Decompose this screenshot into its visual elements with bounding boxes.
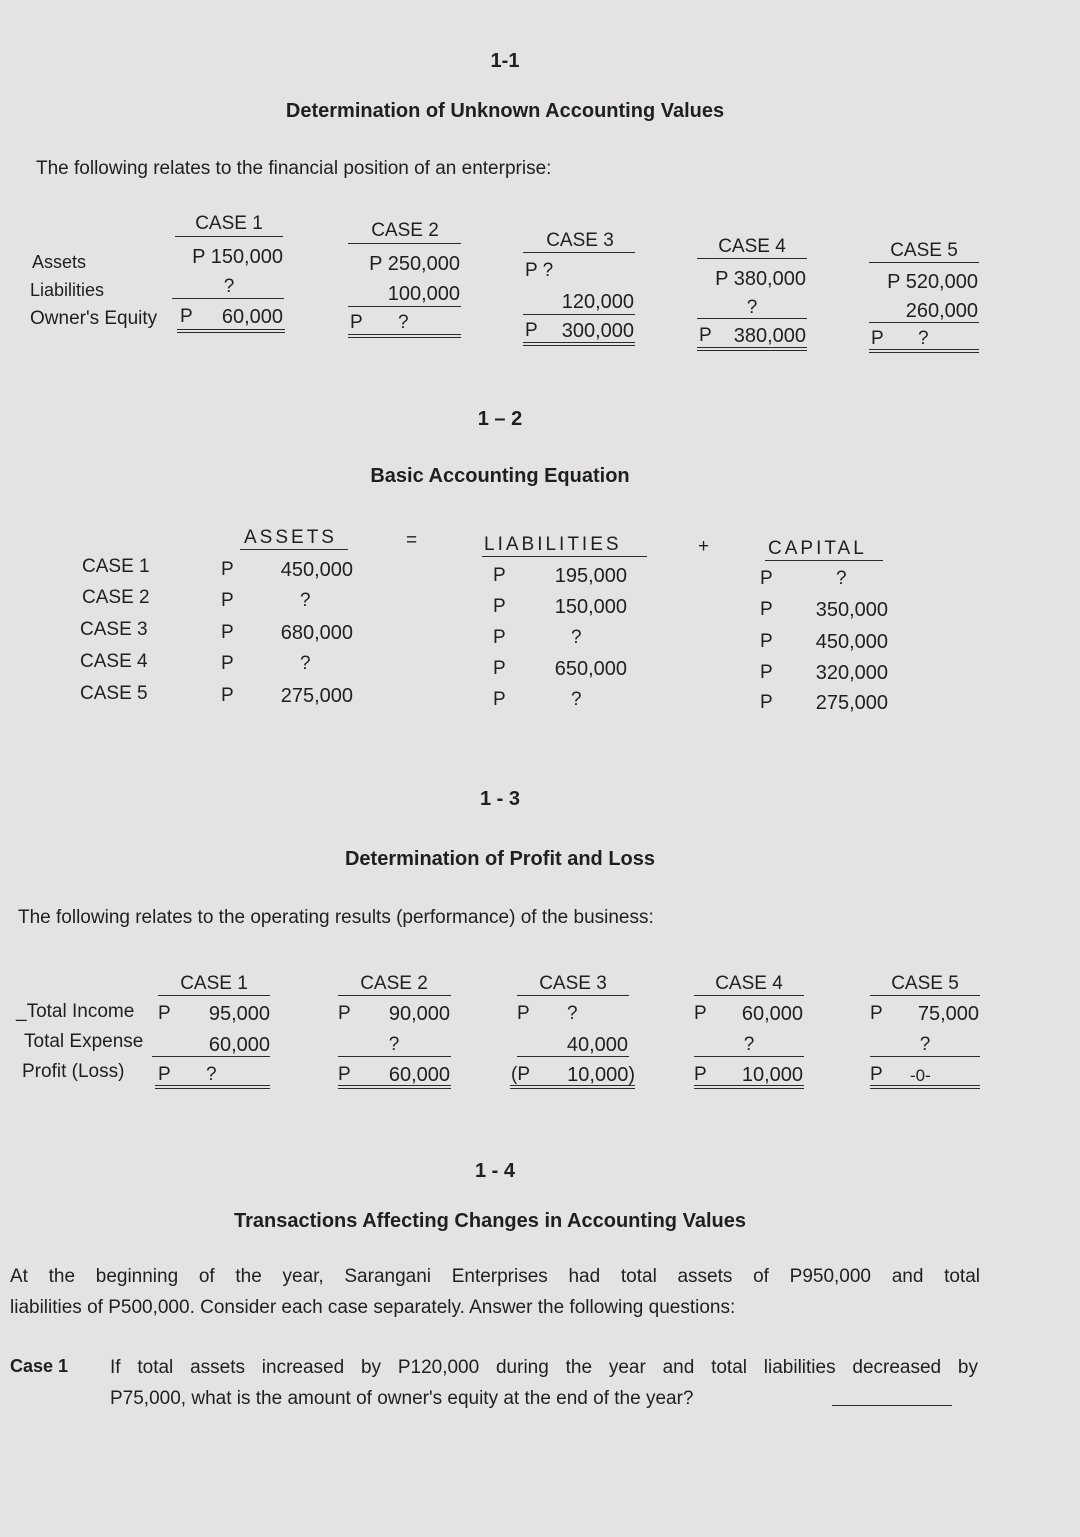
cell-equity-p: P <box>525 320 538 341</box>
cell-liabilities: ? <box>571 689 582 710</box>
p-sign: P <box>870 1064 883 1085</box>
cell-equity-p: P <box>699 325 712 346</box>
section-title: Basic Accounting Equation <box>370 465 630 487</box>
cell-assets: P 150,000 <box>192 246 283 268</box>
cell-expense: 60,000 <box>208 1034 270 1056</box>
intro-text: The following relates to the financial position of an enterprise: <box>36 158 552 179</box>
p-sign: P <box>221 559 234 580</box>
cell-liabilities: ? <box>223 276 235 297</box>
case-label: CASE 5 <box>80 683 148 704</box>
cell-liabilities: ? <box>746 297 758 318</box>
p-sign: P <box>760 692 773 713</box>
case-question-line-2: P75,000, what is the amount of owner's equity at the end of the year? <box>110 1388 694 1409</box>
row-label-assets: Assets <box>32 252 87 272</box>
p-sign: P <box>221 590 234 611</box>
case-header: CASE 5 <box>891 973 959 994</box>
cell-capital: ? <box>836 568 847 589</box>
p-sign: P <box>694 1003 707 1024</box>
cell-assets: ? <box>300 590 311 611</box>
section-number: 1-1 <box>490 50 520 72</box>
cell-assets: 680,000 <box>280 622 353 644</box>
cell-liabilities: 120,000 <box>561 291 634 313</box>
cell-assets: P 250,000 <box>369 253 460 275</box>
cell-income: 75,000 <box>917 1003 979 1025</box>
cell-equity-p: P <box>180 306 193 327</box>
cell-profit: -0- <box>910 1066 931 1085</box>
cell-liabilities: 650,000 <box>554 658 627 680</box>
p-sign: P <box>760 662 773 683</box>
p-sign: P <box>221 685 234 706</box>
case-label: CASE 2 <box>82 587 150 608</box>
cell-equity: ? <box>398 312 409 333</box>
case-header: CASE 3 <box>539 973 607 994</box>
case-header: CASE 1 <box>180 973 248 994</box>
case-question-line-1: If total assets increased by P120,000 during the year and total liabilities decreased by <box>110 1357 978 1378</box>
cell-assets: P 380,000 <box>715 268 806 290</box>
cell-profit: 10,000) <box>567 1064 635 1086</box>
section-number: 1 - 3 <box>479 788 521 810</box>
cell-income: 90,000 <box>388 1003 450 1025</box>
section-number: 1 - 4 <box>474 1160 516 1182</box>
cell-assets: P 520,000 <box>887 271 978 293</box>
p-sign: P <box>338 1064 351 1085</box>
p-sign: P <box>493 658 506 679</box>
case-header: CASE 2 <box>371 220 439 241</box>
cell-liabilities: 195,000 <box>554 565 627 587</box>
header-liabilities: LIABILITIES <box>484 534 622 555</box>
cell-assets: 275,000 <box>280 685 353 707</box>
cell-profit: 60,000 <box>388 1064 450 1086</box>
row-label-income-text: Total Income <box>26 1001 135 1022</box>
p-sign: P <box>760 599 773 620</box>
equals-sign: = <box>406 530 418 551</box>
cell-equity: 60,000 <box>221 306 283 328</box>
cell-expense: 40,000 <box>566 1034 628 1056</box>
cell-assets: 450,000 <box>280 559 353 581</box>
intro-line-2: liabilities of P500,000. Consider each case separately. Answer the following questions: <box>10 1297 736 1318</box>
cell-profit: 10,000 <box>741 1064 803 1086</box>
p-sign: P <box>493 689 506 710</box>
intro-text: The following relates to the operating results (performance) of the business: <box>18 907 654 928</box>
case-header: CASE 5 <box>890 240 958 261</box>
case-header: CASE 1 <box>195 213 263 234</box>
cell-expense: ? <box>388 1034 400 1055</box>
cell-liabilities: ? <box>571 627 582 648</box>
row-label-equity: Owner's Equity <box>30 308 158 329</box>
cell-liabilities: 100,000 <box>387 283 460 305</box>
p-sign: P <box>493 596 506 617</box>
case-header: CASE 4 <box>718 236 786 257</box>
cell-expense: ? <box>743 1034 755 1055</box>
case-header: CASE 4 <box>715 973 783 994</box>
p-sign: (P <box>511 1064 530 1085</box>
header-assets: ASSETS <box>244 527 337 548</box>
p-sign: P <box>517 1003 530 1024</box>
cell-equity: ? <box>918 328 929 349</box>
section-title: Determination of Unknown Accounting Values <box>285 100 725 122</box>
cell-income: 95,000 <box>208 1003 270 1025</box>
p-sign: P <box>158 1003 171 1024</box>
cell-liabilities: 150,000 <box>554 596 627 618</box>
intro-line-1: At the beginning of the year, Sarangani Enterprises had total assets of P950,000 and total <box>10 1266 980 1287</box>
cell-expense: ? <box>919 1034 931 1055</box>
row-label-income: _Total Income <box>16 1001 135 1022</box>
cell-assets: ? <box>300 653 311 674</box>
cell-profit: ? <box>206 1064 217 1085</box>
cell-capital: 350,000 <box>815 599 888 621</box>
p-sign: P <box>760 631 773 652</box>
p-sign: P <box>221 622 234 643</box>
cell-equity-p: P <box>350 312 363 333</box>
cell-assets: P ? <box>525 260 554 281</box>
p-sign: P <box>760 568 773 589</box>
row-label-expense: Total Expense <box>24 1031 144 1052</box>
p-sign: P <box>694 1064 707 1085</box>
cell-capital: 320,000 <box>815 662 888 684</box>
cell-income: ? <box>567 1003 578 1024</box>
case-label: Case 1 <box>10 1356 69 1376</box>
plus-sign: + <box>698 536 710 557</box>
p-sign: P <box>493 565 506 586</box>
row-label-liabilities: Liabilities <box>30 280 105 300</box>
section-title: Determination of Profit and Loss <box>344 848 656 870</box>
case-header: CASE 3 <box>546 230 614 251</box>
case-label: CASE 1 <box>82 556 150 577</box>
cell-liabilities: 260,000 <box>905 300 978 322</box>
p-sign: P <box>338 1003 351 1024</box>
cell-capital: 275,000 <box>815 692 888 714</box>
row-label-profit: Profit (Loss) <box>22 1061 125 1082</box>
header-capital: CAPITAL <box>768 538 867 559</box>
p-sign: P <box>493 627 506 648</box>
case-label: CASE 3 <box>80 619 148 640</box>
cell-equity: 300,000 <box>561 320 634 342</box>
cell-capital: 450,000 <box>815 631 888 653</box>
cell-income: 60,000 <box>741 1003 803 1025</box>
p-sign: P <box>158 1064 171 1085</box>
case-header: CASE 2 <box>360 973 428 994</box>
cell-equity: 380,000 <box>733 325 806 347</box>
case-label: CASE 4 <box>80 651 148 672</box>
p-sign: P <box>870 1003 883 1024</box>
cell-equity-p: P <box>871 328 884 349</box>
answer-blank[interactable] <box>832 1405 952 1406</box>
section-number: 1 – 2 <box>477 408 523 430</box>
p-sign: P <box>221 653 234 674</box>
section-title: Transactions Affecting Changes in Accounting Values <box>234 1210 746 1232</box>
